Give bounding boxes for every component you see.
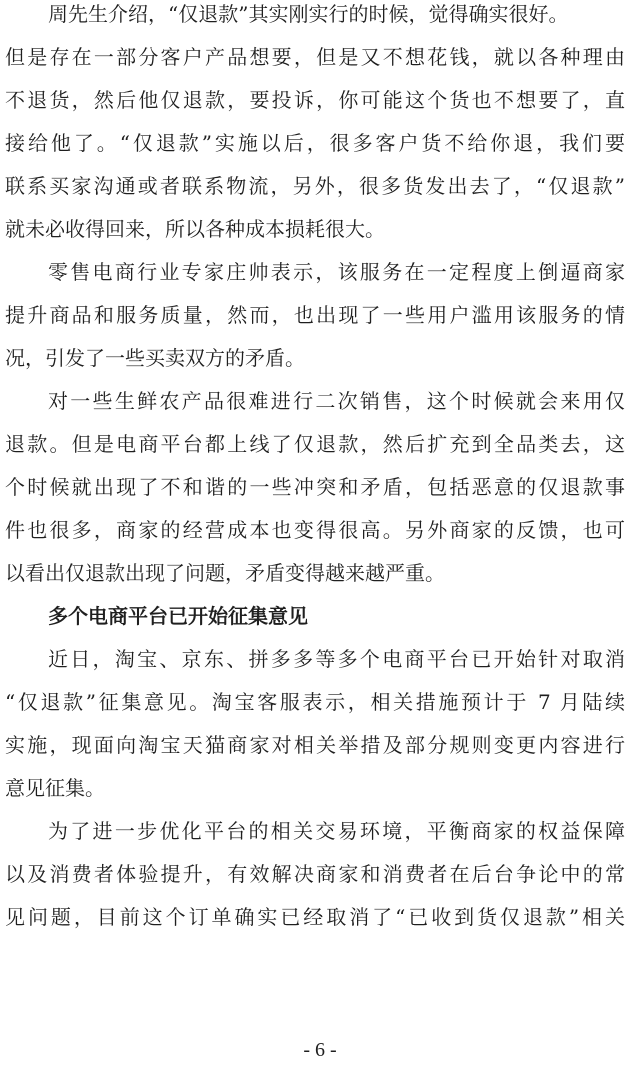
section-heading: 多个电商平台已开始征集意见	[48, 604, 308, 628]
page-number: - 6 -	[303, 1039, 337, 1061]
text-line-11: 退款。但是电商平台都上线了仅退款，然后扩充到全品类去，这	[5, 432, 625, 456]
text-line-17: “仅退款”征集意见。淘宝客服表示，相关措施预计于 7 月陆续	[5, 690, 625, 714]
text-line-3: 不退货，然后他仅退款，要投诉，你可能这个货也不想要了，直	[5, 88, 625, 112]
text-line-5: 联系买家沟通或者联系物流，另外，很多货发出去了，“仅退款”	[5, 174, 625, 198]
text-line-20: 为了进一步优化平台的相关交易环境，平衡商家的权益保障	[48, 819, 625, 843]
text-line-8: 提升商品和服务质量，然而，也出现了一些用户滥用该服务的情	[5, 303, 625, 327]
text-line-19: 意见征集。	[5, 776, 105, 800]
text-line-10: 对一些生鲜农产品很难进行二次销售，这个时候就会来用仅	[48, 389, 625, 413]
text-line-6: 就未必收得回来，所以各种成本损耗很大。	[5, 217, 385, 241]
text-line-16: 近日，淘宝、京东、拼多多等多个电商平台已开始针对取消	[48, 647, 625, 671]
text-line-13: 件也很多，商家的经营成本也变得很高。另外商家的反馈，也可	[5, 518, 625, 542]
text-line-18: 实施，现面向淘宝天猫商家对相关举措及部分规则变更内容进行	[5, 733, 625, 757]
text-line-1: 周先生介绍，“仅退款”其实刚实行的时候，觉得确实很好。	[48, 2, 569, 26]
text-line-12: 个时候就出现了不和谐的一些冲突和矛盾，包括恶意的仅退款事	[5, 475, 625, 499]
text-line-2: 但是存在一部分客户产品想要，但是又不想花钱，就以各种理由	[5, 45, 625, 69]
text-line-4: 接给他了。“仅退款”实施以后，很多客户货不给你退，我们要	[5, 131, 625, 155]
text-line-22: 见问题，目前这个订单确实已经取消了“已收到货仅退款”相关	[5, 905, 625, 929]
text-line-21: 以及消费者体验提升，有效解决商家和消费者在后台争论中的常	[5, 862, 625, 886]
text-line-9: 况，引发了一些买卖双方的矛盾。	[5, 346, 305, 370]
text-line-14: 以看出仅退款出现了问题，矛盾变得越来越严重。	[5, 561, 445, 585]
text-line-7: 零售电商行业专家庄帅表示，该服务在一定程度上倒逼商家	[48, 260, 625, 284]
